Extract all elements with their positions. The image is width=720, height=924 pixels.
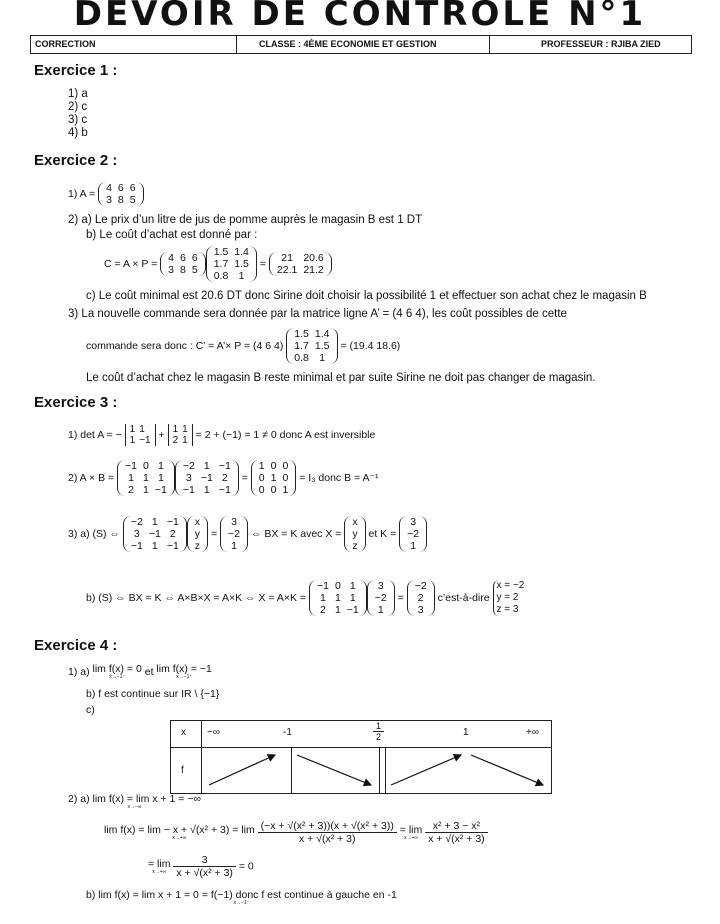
matrix-B: −2 1 −1 3 −1 2 −1 1 −1 — [175, 460, 239, 496]
ex4-q2b: b) lim f(x) = lim x + 1 = 0 = f(−1) donc f est continue à gauche en -1 x→−1⁻ — [86, 889, 397, 906]
ex2-q2a: 2) a) Le prix d’un litre de jus de pomme auprès le magasin B est 1 DT — [68, 214, 423, 226]
solution-system: x = −2 y = 2 z = 3 — [493, 580, 525, 616]
header-left: CORRECTION — [35, 39, 96, 49]
vector-X: x y z — [344, 516, 365, 552]
ex1-title: Exercice 1 : — [34, 62, 118, 79]
fraction-final: $\frac{3}{\text{x + √(x² + 3)}}$ — [173, 854, 236, 879]
ex2-q3: 3) La nouvelle commande sera donnée par la matrice ligne A’ = (4 6 4), les coût possibles de cette — [68, 308, 567, 320]
vector-xyz: x y z — [187, 516, 208, 552]
vector-result: −2 2 3 — [407, 580, 435, 616]
ex2-q3c: Le coût d’achat chez le magasin B reste minimal et par suite Sirine ne doit pas changer de magasin. — [86, 372, 596, 384]
table-x-value: 1 — [463, 727, 469, 738]
variation-arrows — [171, 721, 551, 793]
ex1-answer: 4) b — [68, 127, 88, 139]
ex3-q3b: b) (S) ⇔ BX = K ⇔ A×B×X = A×K ⇔ X = A×K = −1 0 1 1 1 1 2 1 −1 3 −2 1 = −2 2 3 c’est-à-dire x = −2 y = 2 z = 3 — [86, 580, 525, 616]
ex2-q3-product: commande sera donc : C’ = A’× P = (4 6 4) 1.5 1.4 1.7 1.5 0.8 1 = (19.4 18.6) — [86, 328, 401, 364]
matrix-A: 4 6 6 3 8 5 — [160, 252, 206, 276]
ex4-q1a: 1) a) lim f(x) = 0 x→−1⁻ et lim f(x) = −1 x→−1⁺ — [68, 663, 212, 680]
ex4-limit-result: = lim x→+∞ $\frac{3}{\text{x + √(x² + 3)}}$ = 0 — [148, 854, 254, 879]
table-x-half: $\frac{1}{2}$ — [373, 721, 384, 742]
arrow-decreasing — [471, 755, 543, 785]
matrix-A: −1 0 1 1 1 1 2 1 −1 — [117, 460, 175, 496]
ex3-q1: 1) det A = − 1 1 1 −1 + 1 1 2 1 = 2 + (−1) = 1 ≠ 0 donc A est inversible — [68, 424, 376, 446]
matrix-B: −2 1 −1 3 −1 2 −1 1 −1 — [123, 516, 187, 552]
page-title: DEVOIR DE CONTROLE N°1 — [73, 0, 647, 34]
ex2-q2b: b) Le coût d’achat est donné par : — [86, 229, 258, 241]
matrix-P: 1.5 1.4 1.7 1.5 0.8 1 — [286, 328, 337, 364]
ex2-product: C = A × P = 4 6 6 3 8 5 1.5 1.4 1.7 1.5 0.8 1 = 21 20.6 22.1 21.2 — [104, 246, 332, 282]
ex2-title: Exercice 2 : — [34, 152, 118, 169]
ex4-q2a: 2) a) lim f(x) = lim x + 1 = −∞ x→−∞ — [68, 793, 201, 810]
header-bar — [30, 35, 692, 54]
arrow-increasing — [209, 755, 275, 785]
ex4-limit-line: lim f(x) = lim − x + √(x² + 3) = lim x→+∞ $\frac{\text{(−x + √(x² + 3))(x + √(x² + 3))}}{\text{x + √(x² + 3)}}$ = lim x→+∞ $\frac{\text{x² + 3 − x²}}{\text{x + √(x² + 3)}}$ — [104, 820, 488, 845]
table-f-label: f — [181, 765, 184, 776]
fraction-simplified: $\frac{\text{x² + 3 − x²}}{\text{x + √(x² + 3)}}$ — [425, 820, 488, 845]
header-professeur: PROFESSEUR : RJIBA ZIED — [541, 39, 661, 49]
ex2-q2c: c) Le coût minimal est 20.6 DT donc Sirine doit choisir la possibilité 1 et effectuer son achat chez le magasin B — [86, 290, 647, 302]
ex3-q2: 2) A × B = −1 0 1 1 1 1 2 1 −1 −2 1 −1 3 −1 2 −1 1 −1 = 1 0 0 0 1 0 0 0 1 = I₃ donc B = A⁻¹ — [68, 460, 379, 496]
vector-K: 3 −2 1 — [367, 580, 395, 616]
det-1: 1 1 1 −1 — [125, 424, 156, 446]
det-2: 1 1 2 1 — [168, 424, 193, 446]
ex2-q1: 1) A = 4 6 6 3 8 5 — [68, 182, 144, 206]
arrow-increasing — [391, 755, 461, 785]
ex1-answer: 1) a — [68, 88, 88, 100]
table-x-value: −∞ — [207, 727, 220, 738]
arrow-decreasing — [297, 755, 371, 785]
variation-table — [170, 720, 552, 794]
ex3-q3a: 3) a) (S) ⇔ −2 1 −1 3 −1 2 −1 1 −1 x y z = 3 −2 1 ⇔ BX = K avec X = x y z et K = 3 −2 1 — [68, 516, 427, 552]
matrix-A: −1 0 1 1 1 1 2 1 −1 — [309, 580, 367, 616]
vector-K: 3 −2 1 — [399, 516, 427, 552]
header-classe: CLASSE : 4ÈME ECONOMIE ET GESTION — [259, 39, 437, 49]
ex4-q1b: b) f est continue sur IR \ {−1} — [86, 688, 220, 700]
limit-left: lim f(x) = 0 x→−1⁻ — [92, 663, 142, 680]
matrix-I: 1 0 0 0 1 0 0 0 1 — [251, 460, 297, 496]
ex4-q1c: c) — [86, 704, 95, 716]
ex3-title: Exercice 3 : — [34, 394, 118, 411]
matrix-C: 21 20.6 22.1 21.2 — [269, 252, 332, 276]
table-x-value: +∞ — [526, 727, 539, 738]
ex1-answer: 2) c — [68, 101, 88, 113]
ex1-answer: 3) c — [68, 114, 88, 126]
vector-K: 3 −2 1 — [220, 516, 248, 552]
table-x-value: -1 — [283, 727, 292, 738]
matrix-P: 1.5 1.4 1.7 1.5 0.8 1 — [206, 246, 257, 282]
ex4-title: Exercice 4 : — [34, 637, 118, 654]
limit-right: lim f(x) = −1 x→−1⁺ — [156, 663, 212, 680]
table-x-label: x — [181, 727, 186, 738]
matrix-A: 4 6 6 3 8 5 — [98, 182, 144, 206]
fraction-conjugate: $\frac{\text{(−x + √(x² + 3))(x + √(x² + 3))}}{\text{x + √(x² + 3)}}$ — [258, 820, 397, 845]
